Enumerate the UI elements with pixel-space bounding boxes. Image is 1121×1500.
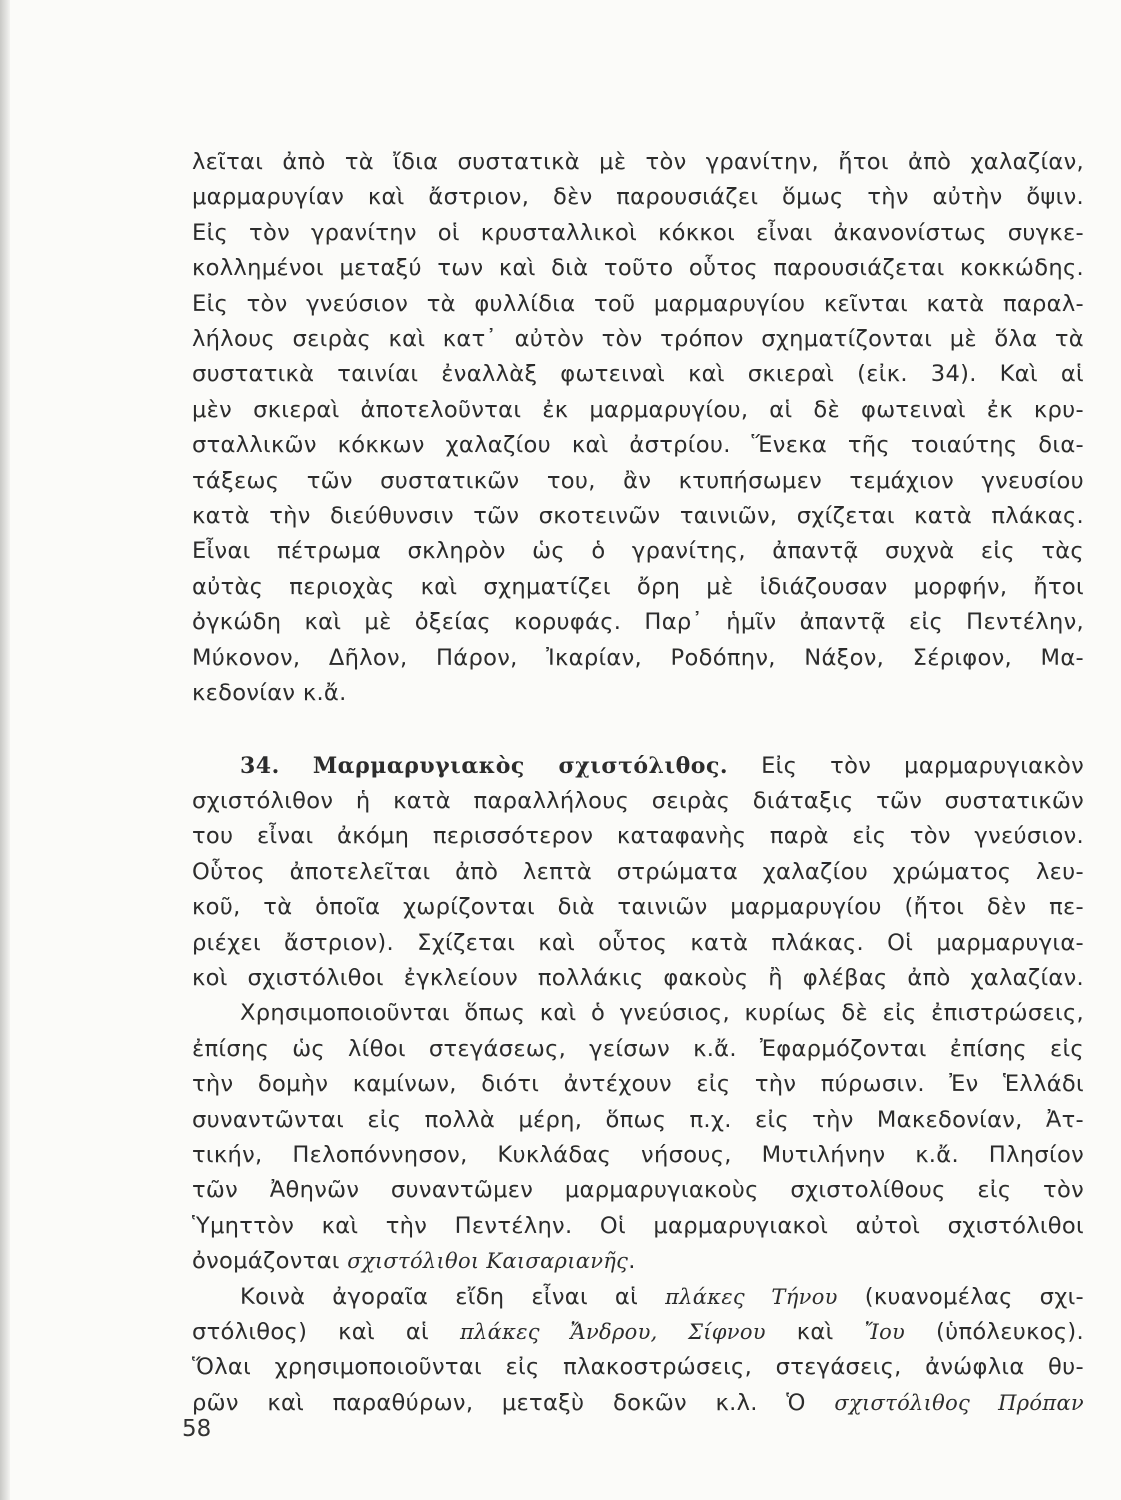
text-line: κεδονίαν κ.ἄ. [192,680,347,707]
text-run: καὶ [796,1319,834,1345]
text-line: τικήν, Πελοπόννησον, Κυκλάδας νήσους, Μυτιλήνην κ.ἄ. Πλησίον [192,1141,1084,1168]
italic-term: πλάκες Ἄνδρου, Σίφνου [459,1320,766,1344]
text-line: Εἰς τὸν γρανίτην οἱ κρυσταλλικοὶ κόκκοι εἶναι ἀκανονίστως συγκε- [192,219,1084,246]
text-line: μαρμαρυγίαν καὶ ἄστριον, δὲν παρουσιάζει ὅμως τὴν αὐτὴν ὄψιν. [192,184,1084,211]
text-line: Μύκονον, Δῆλον, Πάρον, Ἰκαρίαν, Ροδόπην, Νάξον, Σέριφον, Μα- [192,644,1084,671]
text-run: ρῶν καὶ παραθύρων, μεταξὺ δοκῶν κ.λ. Ὁ [192,1389,806,1416]
text-line: λήλους σειρὰς καὶ κατ᾽ αὐτὸν τὸν τρόπον σχηματίζονται μὲ ὅλα τὰ [192,326,1084,353]
text-line: συστατικὰ ταινίαι ἐναλλὰξ φωτειναὶ καὶ σκιεραὶ (εἰκ. 34). Καὶ αἱ [192,361,1084,388]
text-line: τῶν Ἀθηνῶν συναντῶμεν μαρμαρυγιακοὺς σχιστολίθους εἰς τὸν [192,1177,1084,1204]
text-line: κολλημένοι μεταξύ των καὶ διὰ τοῦτο οὗτος παρουσιάζεται κοκκώδης. [192,255,1084,282]
text-line: Εἰς τὸν γνεύσιον τὰ φυλλίδια τοῦ μαρμαρυγίου κεῖνται κατὰ παραλ- [192,290,1084,317]
text-line: Εἶναι πέτρωμα σκληρὸν ὡς ὁ γρανίτης, ἀπαντᾷ συχνὰ εἰς τὰς [192,538,1084,565]
page-body [192,145,1084,1421]
text-line: κοὶ σχιστόλιθοι ἐγκλείουν πολλάκις φακοὺς ἢ φλέβας ἀπὸ χαλαζίαν. [192,964,1084,991]
italic-term: Ἴου [864,1320,906,1344]
scan-edge-shadow [0,0,10,1500]
text-line: σταλλικῶν κόκκων χαλαζίου καὶ ἀστρίου. Ἕνεκα τῆς τοιαύτης δια- [192,432,1084,459]
italic-term: πλάκες Τήνου [665,1284,838,1309]
text-run: ὀνομάζονται [192,1248,340,1275]
text-run: (ὑπόλευκος). [936,1319,1084,1345]
text-line [192,1315,1084,1350]
text-run: Κοινὰ ἀγοραῖα εἴδη εἶναι αἱ [240,1283,639,1310]
text-line: Οὗτος ἀποτελεῖται ἀπὸ λεπτὰ στρώματα χαλαζίου χρώματος λευ- [192,858,1084,885]
text-line: μὲν σκιεραὶ ἀποτελοῦνται ἐκ μαρμαρυγίου, αἱ δὲ φωτειναὶ ἐκ κρυ- [192,396,1084,423]
text-line: κατὰ τὴν διεύθυνσιν τῶν σκοτεινῶν ταινιῶν, σχίζεται κατὰ πλάκας. [192,503,1084,530]
section-number: 34. [240,752,280,779]
paragraph-3 [192,996,1084,1279]
paragraph-1 [192,145,1084,712]
text-run: (κυανομέλας σχι- [864,1283,1085,1310]
section-heading-rest: Εἰς τὸν μαρμαρυγιακὸν [761,752,1085,779]
text-line [192,1280,1084,1315]
text-line: του εἶναι ἀκόμη περισσότερον καταφανὴς παρὰ εἰς τὸν γνεύσιον. [192,823,1084,850]
paragraph-gap [192,712,1084,749]
text-line: αὐτὰς περιοχὰς καὶ σχηματίζει ὄρη μὲ ἰδιάζουσαν μορφήν, ἤτοι [192,573,1084,600]
italic-term: σχιστόλιθος Πρόπαν [834,1390,1084,1415]
text-run: στόλιθος) καὶ αἱ [192,1319,429,1345]
text-line: λεῖται ἀπὸ τὰ ἴδια συστατικὰ μὲ τὸν γρανίτην, ἤτοι ἀπὸ χαλαζίαν, [192,149,1084,175]
paragraph-4 [192,1280,1084,1422]
section-title: Μαρμαρυγιακὸς σχιστόλιθος. [312,752,729,779]
text-line: τὴν δομὴν καμίνων, διότι ἀντέχουν εἰς τὴν πύρωσιν. Ἐν Ἑλλάδι [192,1071,1084,1098]
text-line: ὀγκώδη καὶ μὲ ὀξείας κορυφάς. Παρ᾽ ἡμῖν ἀπαντᾷ εἰς Πεντέλην, [192,609,1084,636]
page-number: 58 [182,1416,212,1442]
text-line: Ὅλαι χρησιμοποιοῦνται εἰς πλακοστρώσεις, στεγάσεις, ἀνώφλια θυ- [192,1354,1084,1381]
text-line: τάξεως τῶν συστατικῶν του, ἂν κτυπήσωμεν τεμάχιον γνευσίου [192,467,1084,494]
text-run: . [628,1248,636,1275]
text-line: ριέχει ἄστριον). Σχίζεται καὶ οὗτος κατὰ πλάκας. Οἱ μαρμαρυγια- [192,929,1084,956]
section-34 [192,749,1084,997]
text-line [192,1244,1084,1279]
text-line: συναντῶνται εἰς πολλὰ μέρη, ὅπως π.χ. εἰς τὴν Μακεδονίαν, Ἀτ- [192,1106,1084,1133]
text-line: ἐπίσης ὡς λίθοι στεγάσεως, γείσων κ.ἄ. Ἐφαρμόζονται ἐπίσης εἰς [192,1035,1084,1062]
text-line: Ὑμηττὸν καὶ τὴν Πεντέλην. Οἱ μαρμαρυγιακοὶ αὐτοὶ σχιστόλιθοι [192,1212,1084,1239]
section-heading-line [192,749,1084,784]
text-line: σχιστόλιθον ἡ κατὰ παραλλήλους σειρὰς διάταξις τῶν συστατικῶν [192,787,1084,814]
italic-term: σχιστόλιθοι Καισαριανῆς [347,1249,629,1274]
text-line: Χρησιμοποιοῦνται ὅπως καὶ ὁ γνεύσιος, κυρίως δὲ εἰς ἐπιστρώσεις, [240,1000,1084,1027]
text-line [192,1386,1084,1421]
text-line: κοῦ, τὰ ὁποῖα χωρίζονται διὰ ταινιῶν μαρμαρυγίου (ἤτοι δὲν πε- [192,894,1084,921]
